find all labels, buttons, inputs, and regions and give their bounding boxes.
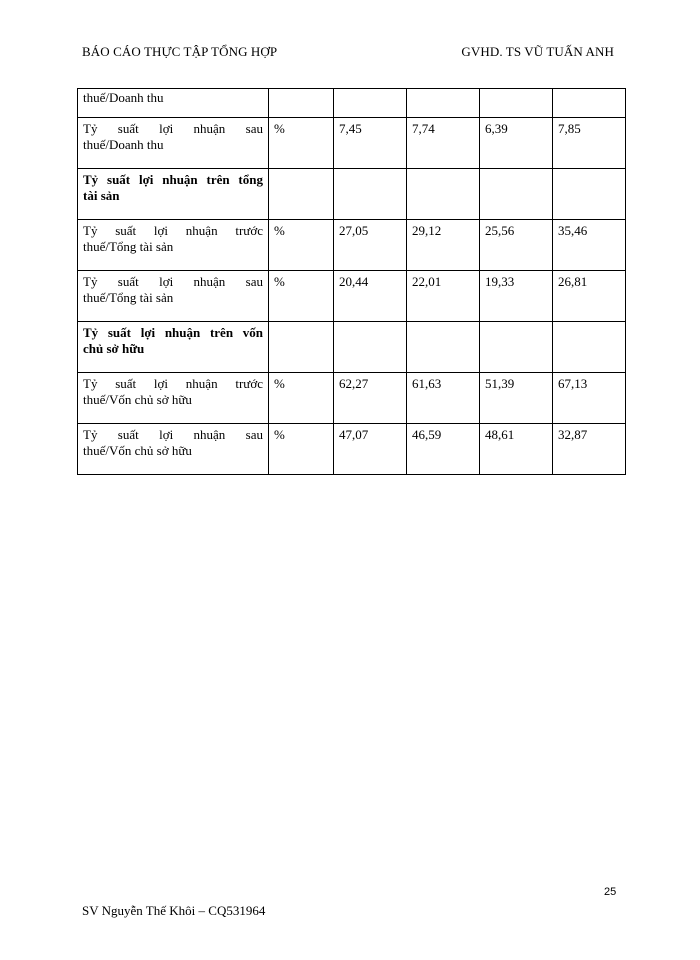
row-value-2: 22,01	[407, 271, 480, 322]
row-value-1: 47,07	[334, 424, 407, 475]
row-value-4: 35,46	[553, 220, 626, 271]
row-value-4: 7,85	[553, 118, 626, 169]
row-unit: %	[269, 118, 334, 169]
row-unit: %	[269, 373, 334, 424]
row-label	[78, 89, 269, 118]
row-value-1	[334, 169, 407, 220]
row-value-3: 48,61	[480, 424, 553, 475]
row-unit	[269, 169, 334, 220]
row-label-line2: thuế/Vốn chủ sở hữu	[83, 443, 192, 458]
row-label-line1: Tỷ suất lợi nhuận trước	[83, 376, 263, 391]
footer-student: SV Nguyễn Thế Khôi – CQ531964	[82, 903, 266, 918]
row-unit: %	[269, 271, 334, 322]
row-value-4	[553, 322, 626, 373]
table-section-row	[78, 322, 626, 373]
row-value-2: 46,59	[407, 424, 480, 475]
row-value-3	[480, 322, 553, 373]
table-row	[78, 220, 626, 271]
row-value-4	[553, 169, 626, 220]
row-label	[78, 220, 269, 271]
row-label	[78, 271, 269, 322]
table-body	[78, 89, 626, 475]
table-row	[78, 373, 626, 424]
row-label-line1: Tỷ suất lợi nhuận sau	[83, 274, 263, 289]
row-label-line2: thuế/Vốn chủ sở hữu	[83, 392, 192, 407]
row-value-4: 32,87	[553, 424, 626, 475]
row-unit: %	[269, 424, 334, 475]
page-number: 25	[604, 886, 617, 898]
row-value-4: 67,13	[553, 373, 626, 424]
row-label-line1: Tỷ suất lợi nhuận trên vốn	[83, 325, 263, 340]
row-value-2: 61,63	[407, 373, 480, 424]
row-value-1	[334, 322, 407, 373]
row-value-3: 19,33	[480, 271, 553, 322]
row-value-3	[480, 169, 553, 220]
profitability-table	[77, 88, 626, 475]
row-label	[78, 322, 269, 373]
row-label-line2: thuế/Tổng tài sản	[83, 239, 174, 254]
row-value-1: 27,05	[334, 220, 407, 271]
row-label-line2: thuế/Doanh thu	[83, 90, 164, 105]
row-unit	[269, 89, 334, 118]
row-value-3: 51,39	[480, 373, 553, 424]
row-value-4: 26,81	[553, 271, 626, 322]
row-label	[78, 169, 269, 220]
row-unit	[269, 322, 334, 373]
row-label-line2: tài sản	[83, 188, 120, 203]
row-value-2	[407, 89, 480, 118]
row-label-line2: thuế/Tổng tài sản	[83, 290, 174, 305]
row-label-line1: Tỷ suất lợi nhuận trước	[83, 223, 263, 238]
row-label	[78, 118, 269, 169]
table-row	[78, 271, 626, 322]
row-unit: %	[269, 220, 334, 271]
row-label-line1: Tỷ suất lợi nhuận sau	[83, 121, 263, 136]
row-value-4	[553, 89, 626, 118]
row-label	[78, 373, 269, 424]
row-label-line2: thuế/Doanh thu	[83, 137, 164, 152]
table-row	[78, 89, 626, 118]
row-value-1: 20,44	[334, 271, 407, 322]
header-report-title: BÁO CÁO THỰC TẬP TỔNG HỢP	[82, 44, 278, 59]
row-value-2: 29,12	[407, 220, 480, 271]
row-value-1	[334, 89, 407, 118]
row-value-3	[480, 89, 553, 118]
table-row	[78, 118, 626, 169]
header-supervisor: GVHD. TS VŨ TUẤN ANH	[461, 44, 614, 59]
table-section-row	[78, 169, 626, 220]
row-value-2	[407, 322, 480, 373]
table-row	[78, 424, 626, 475]
row-value-3: 25,56	[480, 220, 553, 271]
row-value-2: 7,74	[407, 118, 480, 169]
row-label-line2: chủ sở hữu	[83, 341, 145, 356]
row-value-1: 62,27	[334, 373, 407, 424]
row-value-2	[407, 169, 480, 220]
row-label-line1: Tỷ suất lợi nhuận sau	[83, 427, 263, 442]
row-value-3: 6,39	[480, 118, 553, 169]
row-label	[78, 424, 269, 475]
row-label-line1: Tỷ suất lợi nhuận trên tổng	[83, 172, 263, 187]
row-value-1: 7,45	[334, 118, 407, 169]
